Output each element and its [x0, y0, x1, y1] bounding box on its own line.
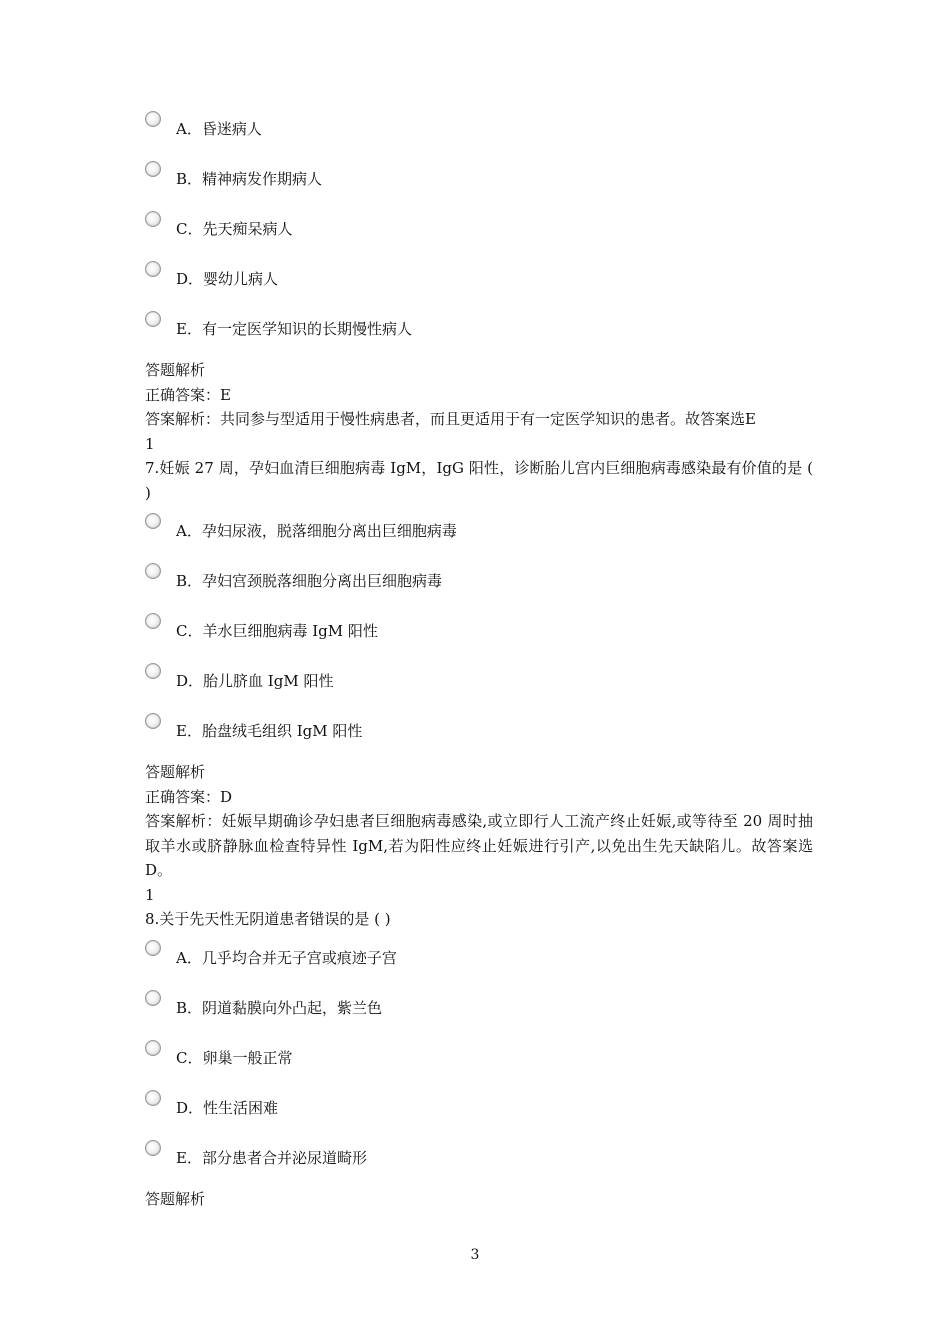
option-e[interactable]	[145, 1137, 813, 1187]
option-label: C．羊水巨细胞病毒 IgM 阳性	[176, 622, 378, 640]
radio-button-icon[interactable]	[145, 1090, 161, 1106]
document-body	[145, 108, 818, 1211]
question-8-options	[145, 937, 813, 1187]
radio-button-icon[interactable]	[145, 111, 161, 127]
option-e[interactable]	[145, 710, 813, 760]
option-d[interactable]	[145, 258, 813, 308]
correct-answer: 正确答案：E	[145, 385, 231, 404]
question-7-options	[145, 510, 813, 760]
option-e[interactable]	[145, 308, 813, 358]
option-label: A．孕妇尿液，脱落细胞分离出巨细胞病毒	[176, 522, 457, 540]
radio-button-icon[interactable]	[145, 513, 161, 529]
option-label: E．有一定医学知识的长期慢性病人	[176, 320, 412, 338]
radio-button-icon[interactable]	[145, 1140, 161, 1156]
option-d[interactable]	[145, 1087, 813, 1137]
radio-button-icon[interactable]	[145, 311, 161, 327]
option-label: E．胎盘绒毛组织 IgM 阳性	[176, 722, 363, 740]
option-label: D．婴幼儿病人	[176, 270, 279, 288]
option-label: B．精神病发作期病人	[176, 170, 323, 188]
option-label: C．卵巢一般正常	[176, 1048, 293, 1067]
analysis-heading: 答题解析	[145, 1189, 206, 1208]
option-a[interactable]	[145, 510, 813, 560]
option-b[interactable]	[145, 560, 813, 610]
option-label: A．几乎均合并无子宫或痕迹子宫	[176, 948, 397, 967]
radio-button-icon[interactable]	[145, 563, 161, 579]
radio-button-icon[interactable]	[145, 940, 161, 956]
radio-button-icon[interactable]	[145, 613, 161, 629]
analysis-heading: 答题解析	[145, 361, 206, 379]
answer-explanation: 答案解析：妊娠早期确诊孕妇患者巨细胞病毒感染,或立即行人工流产终止妊娠,或等待至 20 周时抽取羊水或脐静脉血检查特异性 IgM,若为阳性应终止妊娠进行引产,以免出生先天缺陷儿。故答案选 D。	[145, 812, 818, 879]
question-7-stem: 7.妊娠 27 周，孕妇血清巨细胞病毒 IgM，IgG 阳性，诊断胎儿宫内巨细胞病毒感染最有价值的是 ( )	[145, 459, 813, 502]
analysis-heading: 答题解析	[145, 763, 206, 781]
option-b[interactable]	[145, 987, 813, 1037]
option-c[interactable]	[145, 610, 813, 660]
option-label: D．胎儿脐血 IgM 阳性	[176, 672, 334, 690]
score: 1	[145, 885, 155, 904]
option-label: B．阴道黏膜向外凸起，紫兰色	[176, 998, 383, 1017]
option-label: B．孕妇宫颈脱落细胞分离出巨细胞病毒	[176, 572, 443, 590]
answer-explanation: 答案解析：共同参与型适用于慢性病患者，而且更适用于有一定医学知识的患者。故答案选E	[145, 410, 756, 428]
option-c[interactable]	[145, 1037, 813, 1087]
option-a[interactable]	[145, 108, 813, 158]
score: 1	[145, 434, 155, 453]
option-d[interactable]	[145, 660, 813, 710]
radio-button-icon[interactable]	[145, 161, 161, 177]
radio-button-icon[interactable]	[145, 211, 161, 227]
page-number: 3	[470, 1247, 480, 1263]
option-c[interactable]	[145, 208, 813, 258]
option-label: D．性生活困难	[176, 1098, 279, 1117]
radio-button-icon[interactable]	[145, 663, 161, 679]
option-b[interactable]	[145, 158, 813, 208]
option-label: C．先天痴呆病人	[176, 220, 293, 238]
radio-button-icon[interactable]	[145, 261, 161, 277]
radio-button-icon[interactable]	[145, 990, 161, 1006]
correct-answer: 正确答案：D	[145, 787, 233, 806]
question-8-stem: 8.关于先天性无阴道患者错误的是 ( )	[145, 910, 391, 928]
option-a[interactable]	[145, 937, 813, 987]
option-label: A．昏迷病人	[176, 120, 262, 138]
radio-button-icon[interactable]	[145, 1040, 161, 1056]
option-label: E．部分患者合并泌尿道畸形	[176, 1148, 367, 1167]
radio-button-icon[interactable]	[145, 713, 161, 729]
question-6-options	[145, 108, 813, 358]
